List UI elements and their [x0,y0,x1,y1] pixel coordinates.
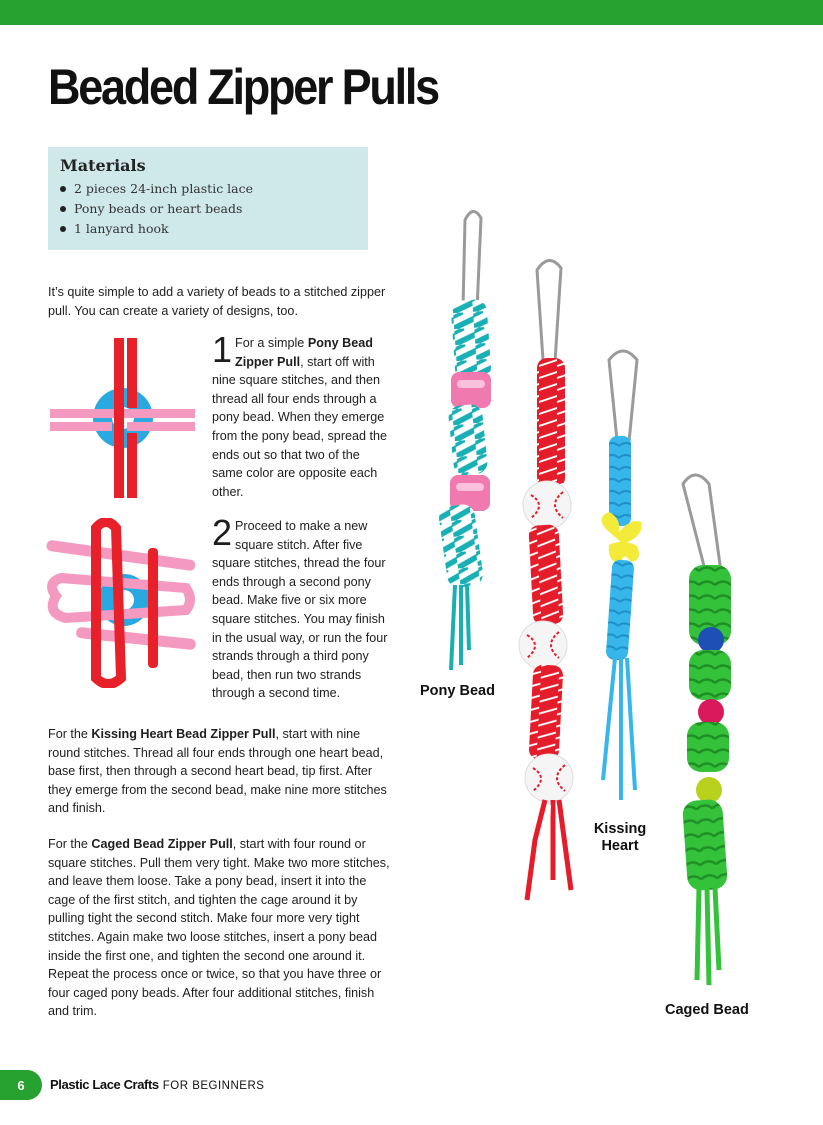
materials-heading: Materials [60,156,146,175]
page-title: Beaded Zipper Pulls [48,59,438,115]
square-stitch-diagram-illustration [46,518,196,688]
materials-box [48,147,368,250]
caption-caged-bead: Caged Bead [665,1002,749,1018]
pony-bead-pull [437,211,491,670]
step-2-text: 2 Proceed to make a new square stitch. After five square stitches, thread the four ends through a second pony bead. Make five or six more square stitches. You may finish in the usual way, or run the four strands through a third pony bead, then run two strands through a second time. [212,512,388,701]
bullet-icon [60,186,66,192]
materials-list [60,179,356,239]
caption-kissing-heart: Kissing Heart [593,821,647,854]
red-lace-strand [114,338,124,498]
running-footer: Plastic Lace Crafts FOR BEGINNERS [50,1077,265,1092]
step-1-text: 1 For a simple Pony Bead Zipper Pull, start off with nine square stitches, and then thread all four ends through a pony bead. When they emerge from the pony bead, spread the ends out so that two of the same color are opposite each other. [212,329,388,499]
page-number: 6 [0,1070,42,1100]
list-item: 2 pieces 24-inch plastic lace [60,179,356,199]
list-item: Pony beads or heart beads [60,199,356,219]
top-color-bar [0,0,823,25]
bullet-icon [60,226,66,232]
kissing-heart-pull [601,351,641,800]
pony-bead-diagram-illustration [50,338,195,498]
caged-bead-pull [682,475,731,985]
caption-pony-bead: Pony Bead [420,683,495,699]
caged-bead-paragraph: For the Caged Bead Zipper Pull, start with four round or square stitches. Pull them very tight. Make two more stitches, and leave them loose. Take a pony bead, insert it into the cage of the first stitch, and tighten the cage around it by pulling tight the second stitch. Make four more very tight stitches. Again make two loose stitches, insert a pony bead inside the first one, and tighten the second one around it. Repeat the process once or twice, so that you have three or four caged pony beads. After four additional stitches, finish and trim. [48,837,390,1019]
kissing-heart-paragraph: For the Kissing Heart Bead Zipper Pull, start with nine round stitches. Thread all four ends through one heart bead, base first, then through a second heart bead, tip first. After they emerge from the second bead, make nine more stitches and finish. [48,727,387,816]
intro-paragraph: It’s quite simple to add a variety of beads to a stitched zipper pull. You can create a variety of designs, too. [48,285,386,318]
baseball-bead-pull [519,260,573,900]
zipper-pulls-photo [395,200,823,1040]
list-item: 1 lanyard hook [60,219,356,239]
bullet-icon [60,206,66,212]
